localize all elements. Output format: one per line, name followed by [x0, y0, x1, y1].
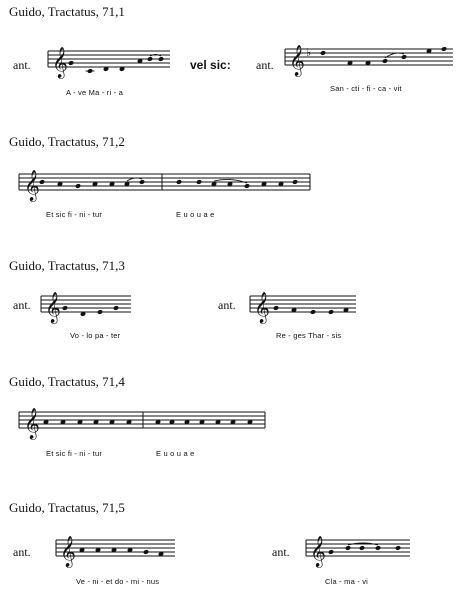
note-head: [147, 56, 153, 62]
treble-clef-icon: 𝄞: [24, 170, 40, 201]
example-5-lyric-b: Cla - ma - vi: [325, 577, 369, 586]
note-head: [87, 68, 93, 74]
note-head: [143, 549, 149, 555]
example-5-lyric: Ve - ni - et do - mi - nus: [76, 577, 160, 586]
note-head: [401, 54, 407, 60]
note-head: [113, 305, 119, 311]
example-5-label: ant.: [13, 545, 31, 559]
treble-clef-icon: 𝄞: [45, 292, 61, 323]
example-1-heading: Guido, Tractatus, 71,1: [9, 4, 125, 19]
example-1-label: ant.: [13, 58, 31, 72]
note-head: [244, 183, 250, 189]
example-1-connector: vel sic:: [190, 58, 231, 72]
example-4-lyric: Et sic fi - ni - tur: [46, 449, 103, 458]
note-head: [196, 179, 202, 185]
treble-clef-icon: 𝄞: [52, 47, 68, 78]
example-2-lyric-b: E u o u a e: [176, 210, 215, 219]
example-1-lyric: A - ve Ma - ri - a: [66, 88, 123, 97]
note-head: [62, 305, 68, 311]
note-head: [382, 58, 388, 64]
example-3-label-b: ant.: [218, 298, 236, 312]
note-head: [292, 179, 298, 185]
note-head: [320, 50, 326, 56]
note-head: [75, 183, 81, 189]
note-head: [328, 549, 334, 555]
note-head: [310, 309, 316, 315]
example-1-label-b: ant.: [256, 58, 274, 72]
example-3-label: ant.: [13, 298, 31, 312]
example-5-heading: Guido, Tractatus, 71,5: [9, 500, 125, 515]
example-2-heading: Guido, Tractatus, 71,2: [9, 134, 125, 149]
example-3-heading: Guido, Tractatus, 71,3: [9, 258, 125, 273]
treble-clef-icon: 𝄞: [289, 45, 305, 76]
example-3-lyric: Vo - lo pa - ter: [70, 331, 121, 340]
note-head: [176, 179, 182, 185]
note-head: [158, 56, 164, 62]
example-4-heading: Guido, Tractatus, 71,4: [9, 374, 125, 389]
example-4-lyric-b: E u o u a e: [156, 449, 195, 458]
note-head: [345, 545, 351, 551]
note-head: [359, 545, 365, 551]
note-head: [139, 179, 145, 185]
example-1-lyric-b: San - cti - fi - ca - vit: [330, 84, 402, 93]
note-head: [328, 309, 334, 315]
example-3-lyric-b: Re - ges Thar - sis: [276, 331, 342, 340]
treble-clef-icon: 𝄞: [24, 408, 40, 439]
note-head: [441, 46, 447, 52]
note-head: [97, 309, 103, 315]
example-2-lyric: Et sic fi - ni - tur: [46, 210, 103, 219]
treble-clef-icon: 𝄞: [310, 536, 326, 567]
note-head: [273, 305, 279, 311]
treble-clef-icon: 𝄞: [254, 292, 270, 323]
flat-sign-icon: ♭: [306, 46, 312, 59]
note-head: [68, 60, 74, 66]
example-5-label-b: ant.: [272, 545, 290, 559]
note-head: [375, 545, 381, 551]
treble-clef-icon: 𝄞: [60, 536, 76, 567]
note-head: [395, 545, 401, 551]
